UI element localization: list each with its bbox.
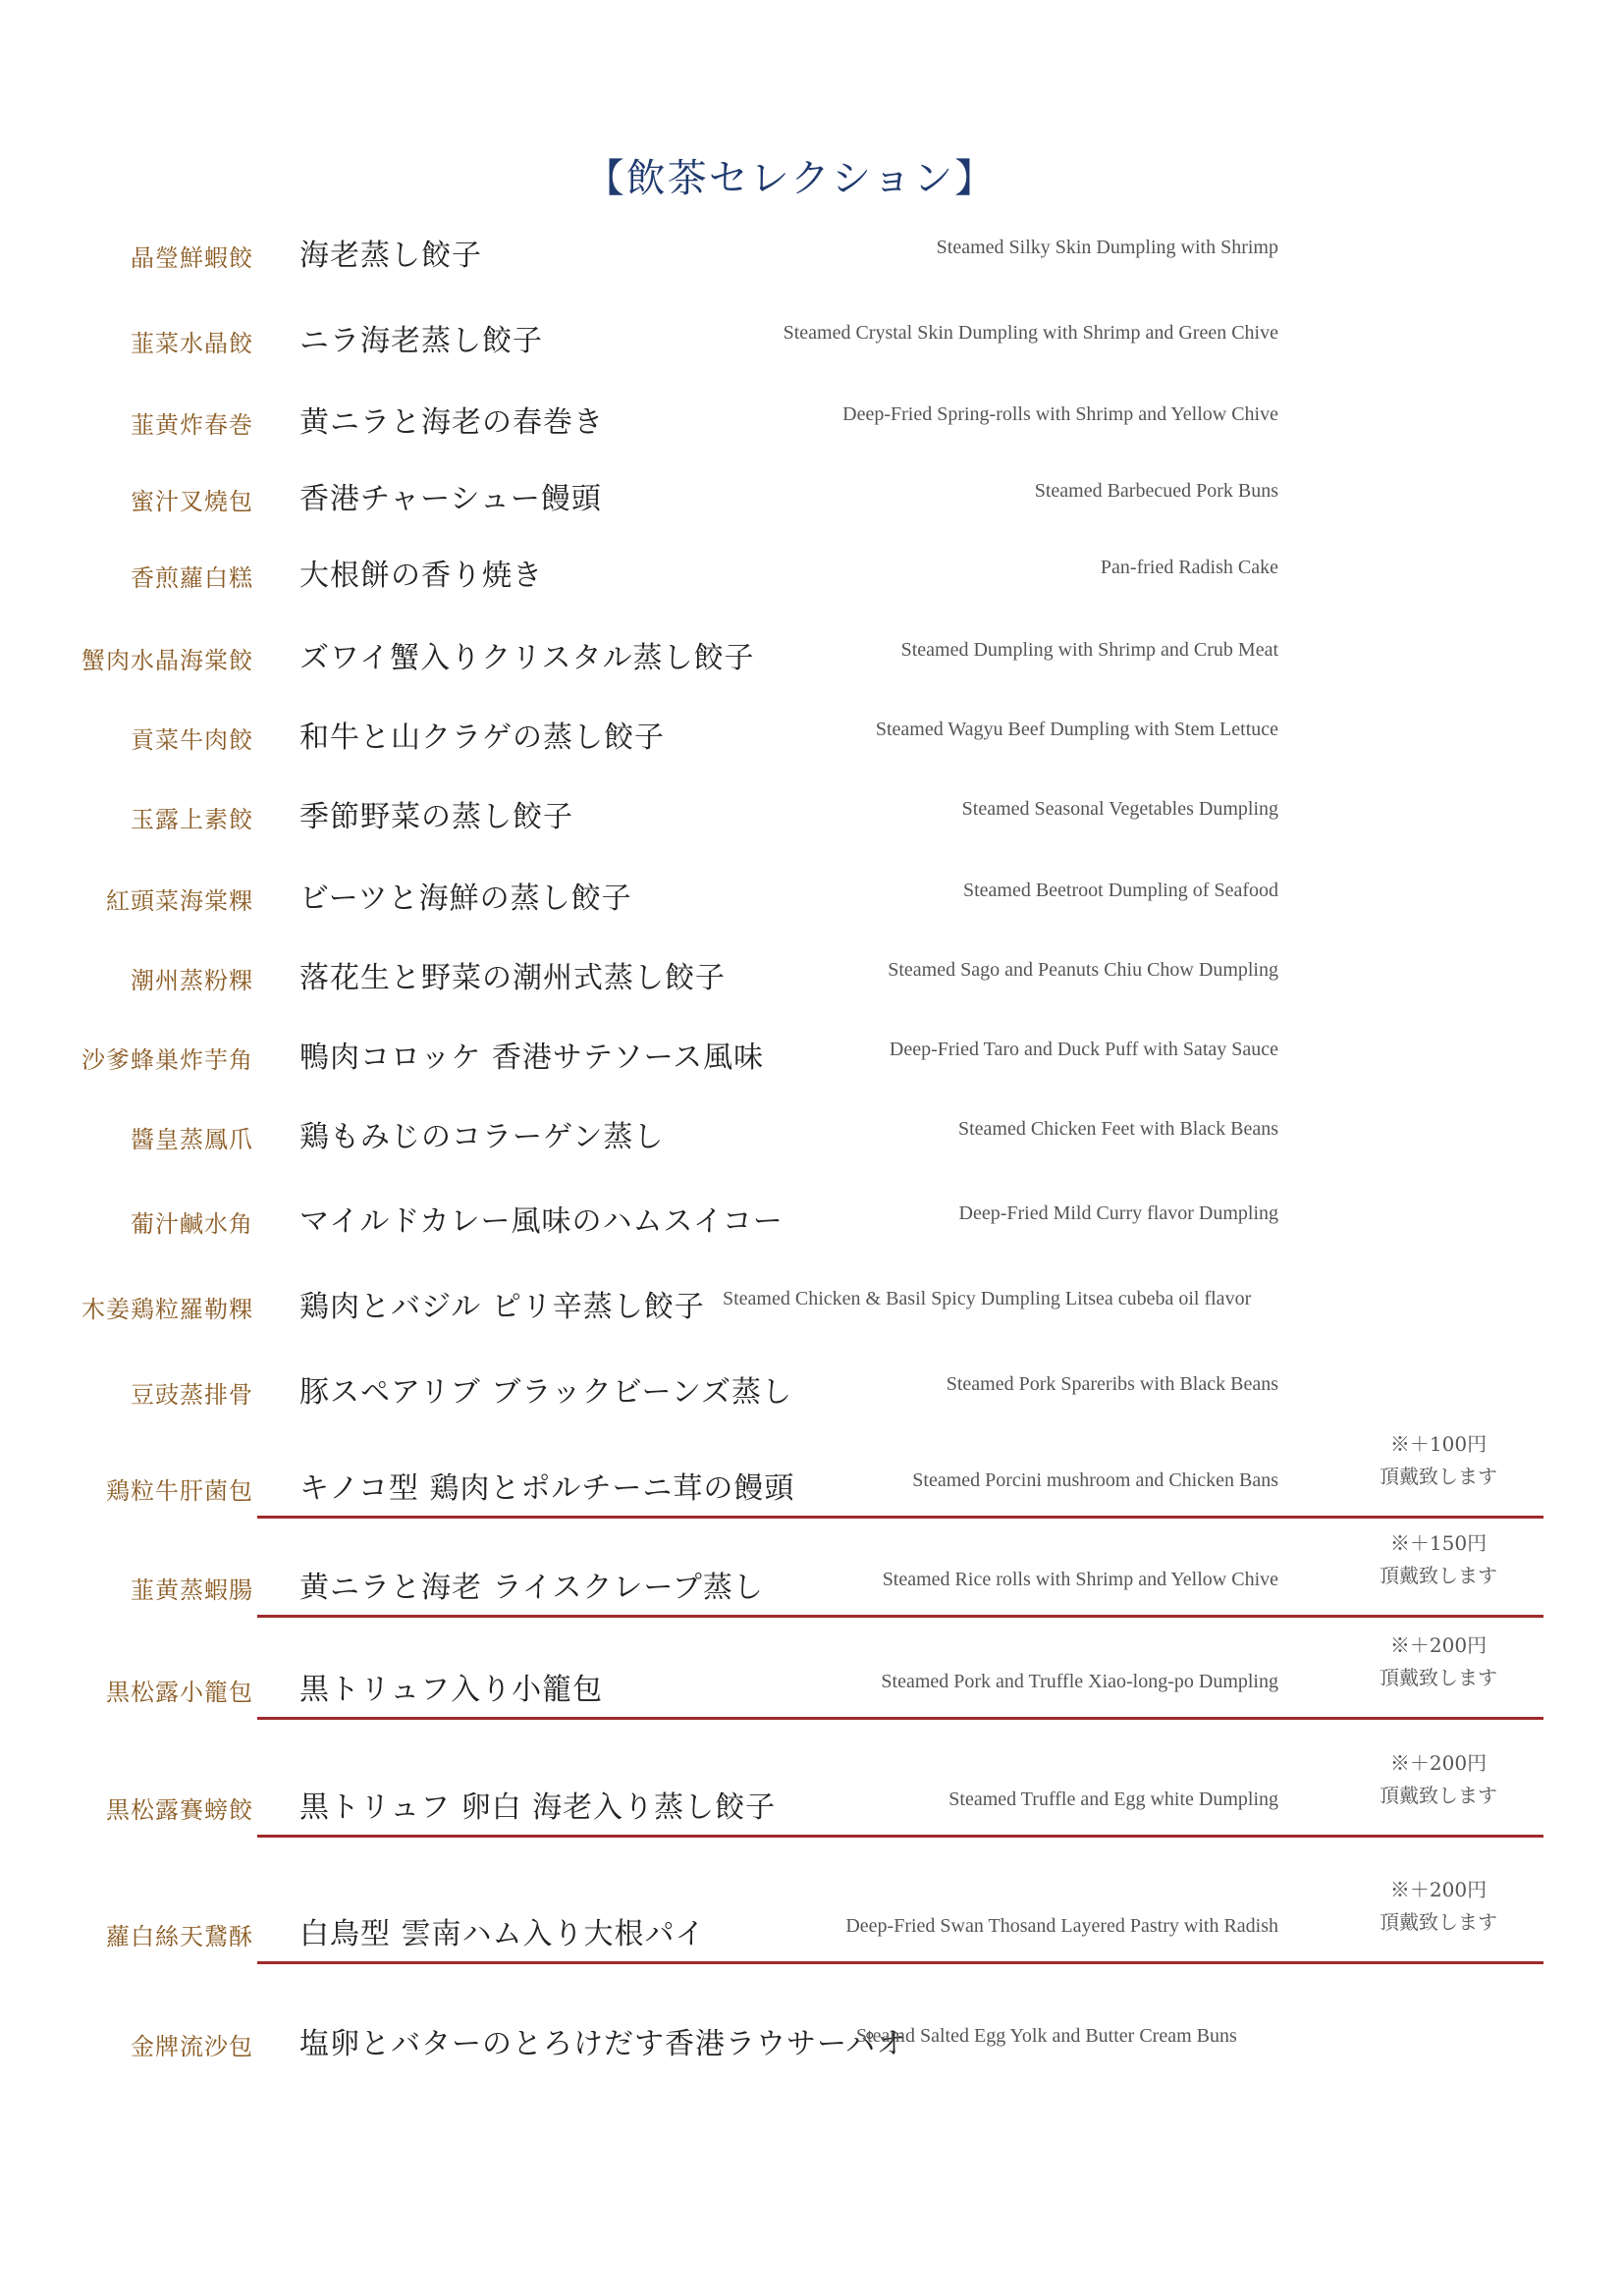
item-english-name: Steamed Barbecued Pork Buns [1034,480,1278,502]
item-japanese-name: 白鳥型 雲南ハム入り大根パイ [299,1917,706,1951]
menu-item [0,306,1624,365]
menu-item [0,623,1624,682]
item-chinese-name: 紅頭菜海棠粿 [106,887,253,915]
item-chinese-name: 豆豉蒸排骨 [131,1381,253,1409]
surcharge-note [1370,1428,1507,1493]
surcharge-note [1370,1527,1507,1592]
item-english-name: Steamed Truffle and Egg white Dumpling [948,1789,1278,1810]
menu-item [0,1633,1624,1714]
item-chinese-name: 蜜汁叉燒包 [131,488,253,515]
menu-item [0,703,1624,762]
item-japanese-name: 鴨肉コロッケ 香港サテソース風味 [299,1041,765,1075]
item-japanese-name: 豚スペアリブ ブラックビーンズ蒸し [299,1375,793,1410]
menu-title: 【飲茶セレクション】 [584,156,997,201]
item-japanese-name: 香港チャーシュー饅頭 [299,482,602,516]
item-japanese-name: 海老蒸し餃子 [299,239,482,273]
item-chinese-name: 醬皇蒸鳳爪 [131,1126,253,1153]
item-chinese-name: 蘿白絲天鵞酥 [106,1923,253,1950]
surcharge-note [1370,1629,1507,1694]
item-chinese-name: 韮菜水晶餃 [131,330,253,357]
row-divider [257,1615,1543,1618]
menu-item [0,1023,1624,1082]
item-english-name: Steamed Pork Spareribs with Black Beans [946,1373,1278,1395]
item-english-name: Steamed Chicken Feet with Black Beans [957,1118,1278,1140]
item-japanese-name: 塩卵とバターのとろけだす香港ラウサーパオ [299,2027,907,2061]
item-chinese-name: 鶏粒牛肝菌包 [106,1477,253,1505]
item-japanese-name: ニラ海老蒸し餃子 [299,324,543,358]
row-divider [257,1717,1543,1720]
menu-item [0,1878,1624,1958]
item-chinese-name: 香煎蘿白糕 [131,564,253,592]
surcharge-text: 頂戴致します [1380,1465,1497,1488]
item-english-name: Steamed Silky Skin Dumpling with Shrimp [936,237,1278,258]
surcharge-amount: ※＋200円 [1389,1633,1488,1657]
item-chinese-name: 潮州蒸粉粿 [131,967,253,994]
menu-item [0,1187,1624,1246]
item-chinese-name: 黒松露小籠包 [106,1679,253,1706]
item-japanese-name: 大根餅の香り焼き [299,559,543,593]
surcharge-text: 頂戴致します [1380,1666,1497,1689]
menu-item [0,221,1624,280]
surcharge-amount: ※＋150円 [1389,1531,1488,1555]
item-chinese-name: 木姜鶏粒羅勒粿 [81,1296,253,1323]
menu-item [0,541,1624,600]
surcharge-note [1370,1747,1507,1812]
item-english-name: Deep-Fried Mild Curry flavor Dumpling [958,1202,1278,1224]
surcharge-text: 頂戴致します [1380,1564,1497,1587]
menu-item [0,1102,1624,1161]
surcharge-text: 頂戴致します [1380,1784,1497,1807]
row-divider [257,1516,1543,1519]
item-chinese-name: 玉露上素餃 [131,806,253,833]
menu-item [0,1272,1624,1331]
item-japanese-name: 黒トリュフ入り小籠包 [299,1673,604,1707]
item-english-name: Deep-Fried Spring-rolls with Shrimp and Yellow Chive [842,403,1278,425]
item-japanese-name: 鶏肉とバジル ピリ辛蒸し餃子 [299,1290,705,1324]
item-chinese-name: 貢菜牛肉餃 [131,726,253,754]
menu-item [0,1432,1624,1513]
item-japanese-name: 鶏もみじのコラーゲン蒸し [299,1120,665,1154]
menu-item [0,1751,1624,1832]
item-japanese-name: 季節野菜の蒸し餃子 [299,800,573,834]
item-english-name: Steamd Salted Egg Yolk and Butter Cream Buns [856,2025,1237,2047]
item-english-name: Steamed Chicken & Basil Spicy Dumpling Litsea cubeba oil flavor [723,1288,1252,1309]
item-chinese-name: 金牌流沙包 [131,2033,253,2060]
item-english-name: Steamed Sago and Peanuts Chiu Chow Dumpling [888,959,1278,981]
item-japanese-name: 黄ニラと海老 ライスクレープ蒸し [299,1571,764,1605]
item-japanese-name: キノコ型 鶏肉とポルチーニ茸の饅頭 [299,1471,795,1506]
menu-item [0,782,1624,841]
item-chinese-name: 韮黄蒸蝦腸 [131,1576,253,1604]
item-english-name: Deep-Fried Taro and Duck Puff with Satay Sauce [889,1039,1278,1060]
item-chinese-name: 蟹肉水晶海棠餃 [81,647,253,674]
item-english-name: Steamed Porcini mushroom and Chicken Bans [912,1469,1278,1491]
surcharge-text: 頂戴致します [1380,1910,1497,1934]
item-english-name: Steamed Seasonal Vegetables Dumpling [961,798,1278,820]
item-english-name: Steamed Rice rolls with Shrimp and Yellow Chive [882,1569,1278,1590]
item-chinese-name: 晶瑩鮮蝦餃 [131,244,253,272]
item-chinese-name: 韮黄炸春巻 [131,411,253,439]
surcharge-amount: ※＋200円 [1389,1751,1488,1775]
item-japanese-name: 黄ニラと海老の春巻き [299,405,604,440]
item-japanese-name: ズワイ蟹入りクリスタル蒸し餃子 [299,641,755,675]
surcharge-amount: ※＋200円 [1389,1878,1488,1901]
surcharge-amount: ※＋100円 [1389,1432,1488,1456]
surcharge-note [1370,1874,1507,1939]
item-chinese-name: 黒松露賽螃餃 [106,1796,253,1824]
menu-item [0,388,1624,447]
menu-item [0,1358,1624,1416]
item-chinese-name: 葡汁鹹水角 [131,1210,253,1238]
item-chinese-name: 沙爹蜂巣炸芋角 [81,1046,253,1074]
item-japanese-name: 黒トリュフ 卵白 海老入り蒸し餃子 [299,1790,777,1825]
row-divider [257,1961,1543,1964]
menu-item [0,1531,1624,1612]
menu-item [0,864,1624,923]
item-english-name: Steamed Crystal Skin Dumpling with Shrimp and Green Chive [783,322,1278,344]
item-japanese-name: ビーツと海鮮の蒸し餃子 [299,881,632,916]
row-divider [257,1835,1543,1838]
item-english-name: Deep-Fried Swan Thosand Layered Pastry with Radish [845,1915,1278,1937]
item-english-name: Steamed Wagyu Beef Dumpling with Stem Lettuce [875,719,1278,740]
item-japanese-name: マイルドカレー風味のハムスイコー [299,1204,784,1239]
item-english-name: Steamed Pork and Truffle Xiao-long-po Dumpling [881,1671,1278,1692]
menu-item [0,2009,1624,2068]
item-english-name: Steamed Dumpling with Shrimp and Crub Meat [900,639,1278,661]
menu-item [0,943,1624,1002]
menu-item [0,464,1624,523]
item-english-name: Steamed Beetroot Dumpling of Seafood [962,880,1278,901]
item-japanese-name: 和牛と山クラゲの蒸し餃子 [299,721,665,755]
item-japanese-name: 落花生と野菜の潮州式蒸し餃子 [299,961,726,995]
item-english-name: Pan-fried Radish Cake [1100,557,1278,578]
